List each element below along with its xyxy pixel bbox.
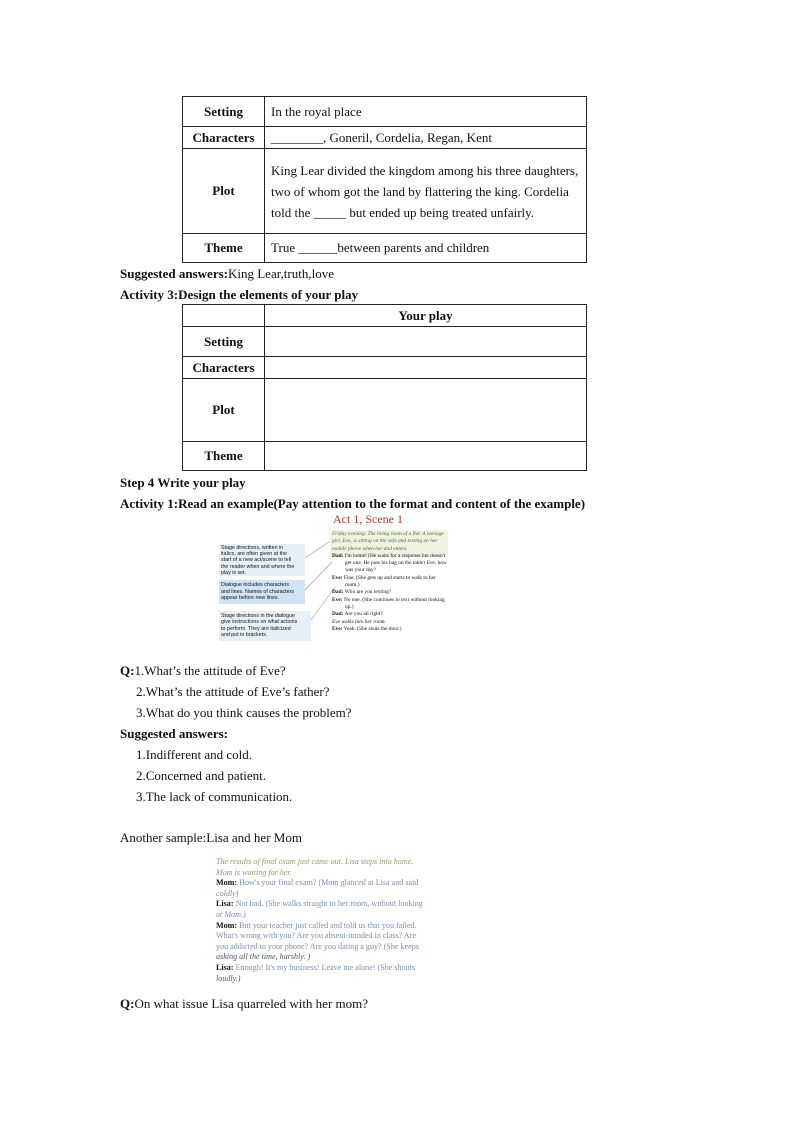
question-1: Q:1.What’s the attitude of Eve? bbox=[120, 663, 286, 678]
table-cell: True ______between parents and children bbox=[265, 234, 587, 263]
table-header: Your play bbox=[265, 305, 587, 327]
note-box: Dialogue includes characters and lines. Names of characters appear before new lines. bbox=[219, 580, 305, 604]
table-cell bbox=[265, 379, 587, 442]
question-lisa: Q:On what issue Lisa quarreled with her mom? bbox=[120, 996, 369, 1011]
table-label: Theme bbox=[183, 442, 265, 471]
note-box: Stage directions, written in italics, are often given at the start of a new act/scene to tell the reader when and where the play is set. bbox=[219, 544, 305, 576]
figure-title: Act 1, Scene 1 bbox=[333, 512, 403, 526]
question-2: 2.What’s the attitude of Eve’s father? bbox=[136, 684, 330, 699]
suggested-answers-1: Suggested answers:King Lear,truth,love bbox=[120, 266, 334, 281]
table-label: Characters bbox=[183, 127, 265, 149]
play-example-figure bbox=[215, 512, 475, 657]
table-label: Setting bbox=[183, 327, 265, 357]
table-cell bbox=[265, 327, 587, 357]
suggested-answers-2-label: Suggested answers: bbox=[120, 726, 228, 741]
activity-1-heading: Activity 1:Read an example(Pay attention to the format and content of the example) bbox=[120, 496, 586, 511]
script-text: Friday evening. The living room of a flat. A teenage girl, Eve, is sitting on the sofa and texting on her mobile phone when her dad enters. Dad: I'm home! (He waits for a response but doesn't get one. He puts his bag on the table) Eve, how was your day? Eve: Fine. (She gets up and starts to walk to her room.) Dad: Who are you texting? Eve: No one. (She continues to text without looking up.) Dad: Are you all right? Eve walks into her room. Eve: Yeah. (She shuts the door.) bbox=[332, 531, 447, 632]
play-elements-table bbox=[182, 96, 587, 263]
table-cell: ________, Goneril, Cordelia, Regan, Kent bbox=[265, 127, 587, 149]
table-cell: In the royal place bbox=[265, 97, 587, 127]
your-play-table bbox=[182, 304, 587, 471]
table-cell: King Lear divided the kingdom among his three daughters, two of whom got the land by flattering the king. Cordelia told the _____ but ended up being treated unfairly. bbox=[265, 149, 587, 234]
table-label: Plot bbox=[183, 149, 265, 234]
script-text: The results of final exam just came out. Lisa steps into home. Mom is waiting for her. Mom: How's your final exam? (Mom glanced at Lisa and said coldly) Lisa: Not bad. (She walks straight to her room, without looking at Mom.) Mom: But your teacher just called and told us that you failed. What's wrong with you? Are you absent-minded in class? Are you addicted to your phone? Are you dating a guy? (She keeps asking all the time, harshly. ) Lisa: Enough! It's my business! Leave me alone! (She shouts loudly.) bbox=[216, 857, 423, 983]
activity-3-heading: Activity 3:Design the elements of your play bbox=[120, 287, 359, 302]
answer-1: 1.Indifferent and cold. bbox=[136, 747, 252, 762]
note-box: Stage directions in the dialogue give instructions on what actions to perform. They are italicized and put in brackets. bbox=[219, 611, 311, 641]
table-label: Plot bbox=[183, 379, 265, 442]
table-label: Setting bbox=[183, 97, 265, 127]
step-4-heading: Step 4 Write your play bbox=[120, 475, 246, 490]
table-cell bbox=[265, 442, 587, 471]
table-label: Characters bbox=[183, 357, 265, 379]
table-cell bbox=[265, 357, 587, 379]
another-sample: Another sample:Lisa and her Mom bbox=[120, 830, 302, 845]
answer-2: 2.Concerned and patient. bbox=[136, 768, 266, 783]
table-label: Theme bbox=[183, 234, 265, 263]
lisa-sample-figure bbox=[214, 856, 464, 988]
question-3: 3.What do you think causes the problem? bbox=[136, 705, 352, 720]
answer-3: 3.The lack of communication. bbox=[136, 789, 293, 804]
table-cell bbox=[183, 305, 265, 327]
